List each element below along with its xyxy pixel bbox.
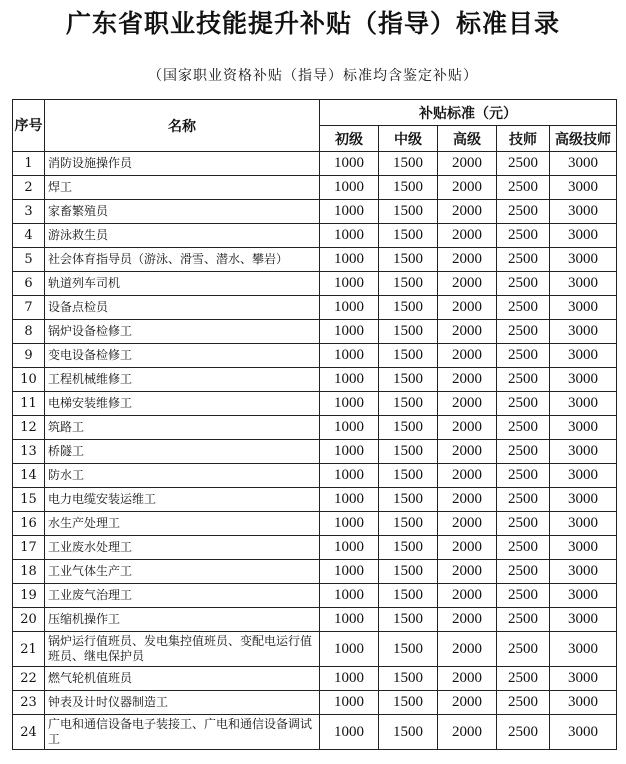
- row-subsidy-beginner: 1000: [320, 152, 379, 176]
- row-subsidy-advanced: 2000: [438, 560, 497, 584]
- row-number: 17: [13, 536, 45, 560]
- row-occupation-name: 电梯安装维修工: [45, 392, 320, 416]
- table-body: [13, 152, 617, 750]
- row-occupation-name: 家畜繁殖员: [45, 200, 320, 224]
- row-subsidy-technician: 2500: [497, 691, 550, 715]
- row-subsidy-senior-technician: 3000: [550, 416, 617, 440]
- table-row: [13, 667, 617, 691]
- row-subsidy-intermediate: 1500: [379, 200, 438, 224]
- row-subsidy-intermediate: 1500: [379, 691, 438, 715]
- row-subsidy-intermediate: 1500: [379, 440, 438, 464]
- row-occupation-name: 工程机械维修工: [45, 368, 320, 392]
- row-subsidy-senior-technician: 3000: [550, 632, 617, 667]
- table-row: [13, 560, 617, 584]
- row-subsidy-beginner: 1000: [320, 667, 379, 691]
- row-subsidy-beginner: 1000: [320, 200, 379, 224]
- row-subsidy-advanced: 2000: [438, 536, 497, 560]
- row-occupation-name: 锅炉设备检修工: [45, 320, 320, 344]
- row-subsidy-advanced: 2000: [438, 224, 497, 248]
- row-number: 6: [13, 272, 45, 296]
- row-subsidy-senior-technician: 3000: [550, 715, 617, 750]
- row-subsidy-intermediate: 1500: [379, 272, 438, 296]
- table-row: [13, 200, 617, 224]
- row-number: 16: [13, 512, 45, 536]
- row-subsidy-senior-technician: 3000: [550, 392, 617, 416]
- row-subsidy-technician: 2500: [497, 392, 550, 416]
- row-subsidy-beginner: 1000: [320, 176, 379, 200]
- row-subsidy-beginner: 1000: [320, 560, 379, 584]
- row-occupation-name: 轨道列车司机: [45, 272, 320, 296]
- row-subsidy-senior-technician: 3000: [550, 560, 617, 584]
- row-occupation-name: 工业气体生产工: [45, 560, 320, 584]
- row-number: 13: [13, 440, 45, 464]
- row-number: 12: [13, 416, 45, 440]
- table-row: [13, 296, 617, 320]
- row-occupation-name: 锅炉运行值班员、发电集控值班员、变配电运行值班员、继电保护员: [45, 632, 320, 667]
- row-subsidy-beginner: 1000: [320, 608, 379, 632]
- row-subsidy-technician: 2500: [497, 560, 550, 584]
- row-subsidy-intermediate: 1500: [379, 296, 438, 320]
- row-subsidy-technician: 2500: [497, 272, 550, 296]
- row-subsidy-senior-technician: 3000: [550, 536, 617, 560]
- row-subsidy-senior-technician: 3000: [550, 464, 617, 488]
- row-subsidy-technician: 2500: [497, 416, 550, 440]
- header-level-advanced: 高级: [438, 126, 497, 152]
- row-subsidy-technician: 2500: [497, 488, 550, 512]
- row-number: 14: [13, 464, 45, 488]
- row-subsidy-intermediate: 1500: [379, 344, 438, 368]
- row-number: 1: [13, 152, 45, 176]
- row-subsidy-advanced: 2000: [438, 320, 497, 344]
- header-subsidy: 补贴标准（元）: [320, 100, 617, 126]
- row-subsidy-senior-technician: 3000: [550, 200, 617, 224]
- table-row: [13, 224, 617, 248]
- row-occupation-name: 设备点检员: [45, 296, 320, 320]
- row-subsidy-beginner: 1000: [320, 512, 379, 536]
- row-subsidy-intermediate: 1500: [379, 608, 438, 632]
- table-row: [13, 691, 617, 715]
- row-subsidy-advanced: 2000: [438, 368, 497, 392]
- table-row: [13, 440, 617, 464]
- row-subsidy-senior-technician: 3000: [550, 176, 617, 200]
- row-subsidy-intermediate: 1500: [379, 368, 438, 392]
- row-subsidy-intermediate: 1500: [379, 715, 438, 750]
- row-subsidy-intermediate: 1500: [379, 560, 438, 584]
- row-number: 23: [13, 691, 45, 715]
- row-subsidy-senior-technician: 3000: [550, 667, 617, 691]
- row-number: 19: [13, 584, 45, 608]
- row-occupation-name: 焊工: [45, 176, 320, 200]
- table-row: [13, 416, 617, 440]
- row-subsidy-technician: 2500: [497, 296, 550, 320]
- table-row: [13, 368, 617, 392]
- row-subsidy-technician: 2500: [497, 440, 550, 464]
- row-subsidy-advanced: 2000: [438, 392, 497, 416]
- row-number: 18: [13, 560, 45, 584]
- row-subsidy-senior-technician: 3000: [550, 272, 617, 296]
- row-occupation-name: 社会体育指导员（游泳、滑雪、潜水、攀岩）: [45, 248, 320, 272]
- row-subsidy-senior-technician: 3000: [550, 584, 617, 608]
- header-level-senior-technician: 高级技师: [550, 126, 617, 152]
- row-subsidy-beginner: 1000: [320, 344, 379, 368]
- header-name: 名称: [45, 100, 320, 152]
- row-subsidy-advanced: 2000: [438, 464, 497, 488]
- table-row: [13, 344, 617, 368]
- row-subsidy-beginner: 1000: [320, 224, 379, 248]
- row-subsidy-advanced: 2000: [438, 715, 497, 750]
- row-number: 20: [13, 608, 45, 632]
- row-number: 5: [13, 248, 45, 272]
- row-number: 8: [13, 320, 45, 344]
- table-row: [13, 632, 617, 667]
- row-subsidy-beginner: 1000: [320, 248, 379, 272]
- row-occupation-name: 工业废气治理工: [45, 584, 320, 608]
- row-subsidy-intermediate: 1500: [379, 536, 438, 560]
- row-occupation-name: 游泳救生员: [45, 224, 320, 248]
- row-subsidy-senior-technician: 3000: [550, 296, 617, 320]
- row-subsidy-beginner: 1000: [320, 368, 379, 392]
- table-row: [13, 392, 617, 416]
- header-level-technician: 技师: [497, 126, 550, 152]
- row-subsidy-beginner: 1000: [320, 272, 379, 296]
- row-subsidy-technician: 2500: [497, 224, 550, 248]
- row-subsidy-beginner: 1000: [320, 320, 379, 344]
- row-subsidy-intermediate: 1500: [379, 176, 438, 200]
- row-subsidy-beginner: 1000: [320, 440, 379, 464]
- table-row: [13, 272, 617, 296]
- row-subsidy-advanced: 2000: [438, 296, 497, 320]
- row-subsidy-intermediate: 1500: [379, 320, 438, 344]
- row-occupation-name: 防水工: [45, 464, 320, 488]
- row-subsidy-beginner: 1000: [320, 416, 379, 440]
- row-occupation-name: 筑路工: [45, 416, 320, 440]
- row-subsidy-beginner: 1000: [320, 296, 379, 320]
- page-title: 广东省职业技能提升补贴（指导）标准目录: [65, 9, 560, 38]
- row-subsidy-advanced: 2000: [438, 440, 497, 464]
- header-seq: 序号: [13, 100, 45, 152]
- row-subsidy-senior-technician: 3000: [550, 344, 617, 368]
- row-occupation-name: 压缩机操作工: [45, 608, 320, 632]
- row-subsidy-senior-technician: 3000: [550, 320, 617, 344]
- table-row: [13, 608, 617, 632]
- row-subsidy-beginner: 1000: [320, 392, 379, 416]
- row-subsidy-intermediate: 1500: [379, 632, 438, 667]
- row-subsidy-advanced: 2000: [438, 667, 497, 691]
- row-subsidy-technician: 2500: [497, 715, 550, 750]
- row-subsidy-advanced: 2000: [438, 512, 497, 536]
- row-number: 11: [13, 392, 45, 416]
- row-number: 15: [13, 488, 45, 512]
- row-subsidy-advanced: 2000: [438, 272, 497, 296]
- row-occupation-name: 电力电缆安装运维工: [45, 488, 320, 512]
- row-subsidy-technician: 2500: [497, 632, 550, 667]
- row-subsidy-advanced: 2000: [438, 200, 497, 224]
- row-subsidy-technician: 2500: [497, 608, 550, 632]
- row-subsidy-intermediate: 1500: [379, 392, 438, 416]
- row-subsidy-technician: 2500: [497, 536, 550, 560]
- row-subsidy-technician: 2500: [497, 320, 550, 344]
- row-subsidy-technician: 2500: [497, 344, 550, 368]
- row-occupation-name: 消防设施操作员: [45, 152, 320, 176]
- row-subsidy-technician: 2500: [497, 584, 550, 608]
- row-subsidy-technician: 2500: [497, 667, 550, 691]
- table-row: [13, 715, 617, 750]
- table-row: [13, 536, 617, 560]
- row-subsidy-advanced: 2000: [438, 416, 497, 440]
- table-row: [13, 512, 617, 536]
- row-subsidy-intermediate: 1500: [379, 584, 438, 608]
- row-subsidy-senior-technician: 3000: [550, 440, 617, 464]
- row-subsidy-senior-technician: 3000: [550, 512, 617, 536]
- row-subsidy-beginner: 1000: [320, 464, 379, 488]
- header-level-beginner: 初级: [320, 126, 379, 152]
- row-occupation-name: 广电和通信设备电子装接工、广电和通信设备调试工: [45, 715, 320, 750]
- row-subsidy-beginner: 1000: [320, 632, 379, 667]
- row-occupation-name: 变电设备检修工: [45, 344, 320, 368]
- row-number: 22: [13, 667, 45, 691]
- row-subsidy-technician: 2500: [497, 248, 550, 272]
- row-occupation-name: 桥隧工: [45, 440, 320, 464]
- row-subsidy-advanced: 2000: [438, 488, 497, 512]
- row-number: 4: [13, 224, 45, 248]
- row-subsidy-beginner: 1000: [320, 584, 379, 608]
- table-row: [13, 488, 617, 512]
- row-subsidy-advanced: 2000: [438, 152, 497, 176]
- table-row: [13, 152, 617, 176]
- subsidy-table: [12, 99, 617, 750]
- row-subsidy-technician: 2500: [497, 368, 550, 392]
- row-subsidy-senior-technician: 3000: [550, 608, 617, 632]
- row-subsidy-intermediate: 1500: [379, 512, 438, 536]
- row-subsidy-beginner: 1000: [320, 715, 379, 750]
- row-subsidy-beginner: 1000: [320, 488, 379, 512]
- row-subsidy-senior-technician: 3000: [550, 248, 617, 272]
- row-subsidy-advanced: 2000: [438, 691, 497, 715]
- row-occupation-name: 水生产处理工: [45, 512, 320, 536]
- row-subsidy-senior-technician: 3000: [550, 691, 617, 715]
- row-subsidy-technician: 2500: [497, 200, 550, 224]
- row-subsidy-advanced: 2000: [438, 608, 497, 632]
- row-number: 7: [13, 296, 45, 320]
- row-subsidy-advanced: 2000: [438, 584, 497, 608]
- row-occupation-name: 工业废水处理工: [45, 536, 320, 560]
- row-subsidy-advanced: 2000: [438, 176, 497, 200]
- row-subsidy-senior-technician: 3000: [550, 152, 617, 176]
- row-number: 21: [13, 632, 45, 667]
- table-row: [13, 248, 617, 272]
- row-subsidy-advanced: 2000: [438, 344, 497, 368]
- row-subsidy-intermediate: 1500: [379, 248, 438, 272]
- row-subsidy-technician: 2500: [497, 176, 550, 200]
- row-number: 3: [13, 200, 45, 224]
- row-number: 2: [13, 176, 45, 200]
- row-subsidy-intermediate: 1500: [379, 464, 438, 488]
- row-subsidy-beginner: 1000: [320, 691, 379, 715]
- row-subsidy-senior-technician: 3000: [550, 224, 617, 248]
- row-occupation-name: 燃气轮机值班员: [45, 667, 320, 691]
- row-subsidy-intermediate: 1500: [379, 152, 438, 176]
- row-subsidy-senior-technician: 3000: [550, 368, 617, 392]
- row-occupation-name: 钟表及计时仪器制造工: [45, 691, 320, 715]
- row-subsidy-intermediate: 1500: [379, 224, 438, 248]
- row-subsidy-technician: 2500: [497, 464, 550, 488]
- table-row: [13, 176, 617, 200]
- row-subsidy-technician: 2500: [497, 152, 550, 176]
- row-subsidy-intermediate: 1500: [379, 488, 438, 512]
- row-subsidy-advanced: 2000: [438, 248, 497, 272]
- row-number: 9: [13, 344, 45, 368]
- row-subsidy-beginner: 1000: [320, 536, 379, 560]
- header-level-intermediate: 中级: [379, 126, 438, 152]
- row-number: 24: [13, 715, 45, 750]
- table-row: [13, 464, 617, 488]
- row-number: 10: [13, 368, 45, 392]
- row-subsidy-senior-technician: 3000: [550, 488, 617, 512]
- row-subsidy-technician: 2500: [497, 512, 550, 536]
- table-row: [13, 320, 617, 344]
- row-subsidy-intermediate: 1500: [379, 416, 438, 440]
- row-subsidy-advanced: 2000: [438, 632, 497, 667]
- row-subsidy-intermediate: 1500: [379, 667, 438, 691]
- table-row: [13, 584, 617, 608]
- page-subtitle: （国家职业资格补贴（指导）标准均含鉴定补贴）: [148, 68, 478, 84]
